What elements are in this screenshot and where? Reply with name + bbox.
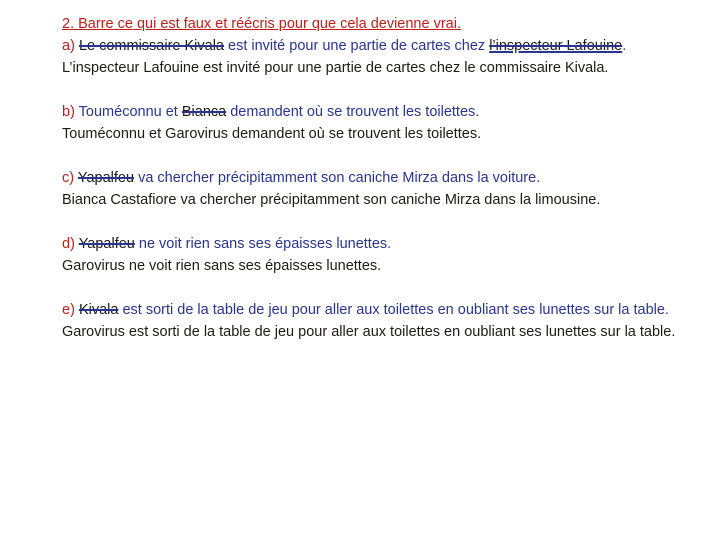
struck-phrase: l’inspecteur Lafouine — [489, 38, 623, 54]
corrected-sentence: Garovirus est sorti de la table de jeu pour aller aux toilettes en oubliant ses lunettes sur la table. — [62, 324, 676, 340]
sentence-text: . — [622, 38, 627, 54]
corrected-sentence: Bianca Castafiore va chercher précipitamment son caniche Mirza dans la limousine. — [62, 192, 601, 208]
exercise-heading: 2. Barre ce qui est faux et réécris pour que cela devienne vrai. — [62, 16, 461, 32]
exercise-item-e — [62, 299, 712, 343]
sentence-text: va chercher précipitamment son caniche Mirza dans la voiture. — [134, 170, 541, 186]
exercise-page — [62, 13, 712, 343]
exercise-item-c — [62, 167, 712, 211]
sentence-text: demandent où se trouvent les toilettes. — [226, 104, 480, 120]
sentence-text: est sorti de la table de jeu pour aller aux toilettes en oubliant ses lunettes sur la table. — [118, 302, 669, 318]
corrected-sentence: Garovirus ne voit rien sans ses épaisses lunettes. — [62, 258, 382, 274]
exercise-item-a — [62, 35, 712, 79]
corrected-sentence: L’inspecteur Lafouine est invité pour une partie de cartes chez le commissaire Kivala. — [62, 60, 609, 76]
item-label: a) — [62, 38, 75, 54]
item-label: e) — [62, 302, 75, 318]
struck-phrase: Yapalfeu — [78, 236, 135, 252]
item-label: b) — [62, 104, 75, 120]
struck-phrase: Kivala — [78, 302, 119, 318]
sentence-text: est invité pour une partie de cartes chez — [224, 38, 490, 54]
item-label: c) — [62, 170, 75, 186]
exercise-item-b — [62, 101, 712, 145]
corrected-sentence: Touméconnu et Garovirus demandent où se trouvent les toilettes. — [62, 126, 482, 142]
exercise-item-d — [62, 233, 712, 277]
item-label: d) — [62, 236, 75, 252]
sentence-text: Touméconnu et — [74, 104, 182, 120]
sentence-text: ne voit rien sans ses épaisses lunettes. — [134, 236, 392, 252]
struck-phrase: Bianca — [181, 104, 227, 120]
struck-phrase: Le commissaire Kivala — [78, 38, 224, 54]
struck-phrase: Yapalfeu — [77, 170, 135, 186]
